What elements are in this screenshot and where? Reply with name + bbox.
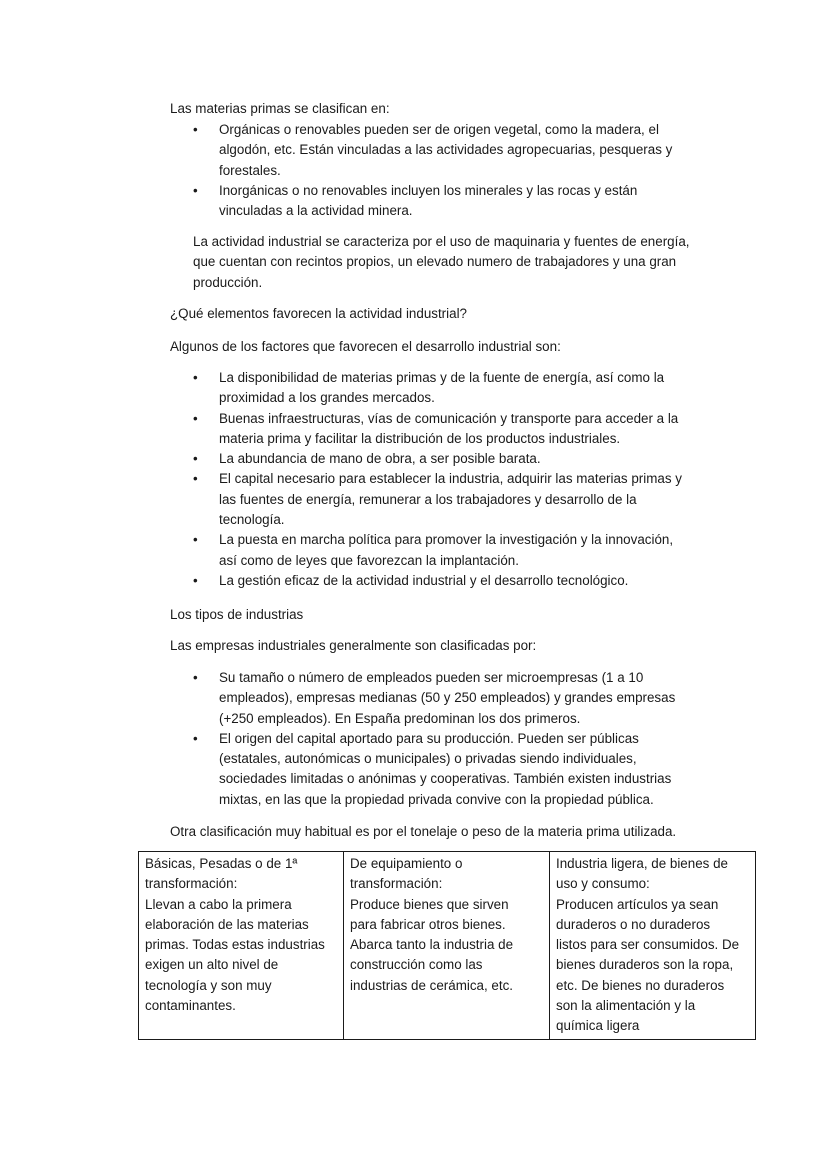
- bullet-icon: •: [193, 410, 198, 426]
- list-item: • El capital necesario para establecer la industria, adquirir las materias primas y las fuentes de energía, remunerar a los trabajadores y desarrollo de la tecnología.: [193, 471, 682, 528]
- industry-types-table: [138, 851, 756, 1040]
- bullet-icon: •: [193, 670, 198, 685]
- empresas-intro: Las empresas industriales generalmente son clasificadas por:: [170, 638, 537, 653]
- list-item: • La puesta en marcha política para promover la investigación y la innovación, así como de leyes que favorezcan la implantación.: [193, 532, 674, 568]
- bullet-icon: •: [193, 730, 198, 746]
- tipos-heading: Los tipos de industrias: [170, 607, 304, 622]
- empresas-list: [193, 668, 675, 810]
- bullet-icon: •: [193, 122, 198, 137]
- question-heading: ¿Qué elementos favorecen la actividad industrial?: [170, 306, 467, 321]
- list-item: • Su tamaño o número de empleados pueden ser microempresas (1 a 10 empleados), empresas medianas (50 y 250 empleados) y grandes empresas (+250 empleados). En España predominan los dos primeros.: [193, 670, 676, 726]
- bullet-icon: •: [193, 471, 198, 487]
- list-item: • La disponibilidad de materias primas y de la fuente de energía, así como la proximidad a los grandes mercados.: [193, 370, 665, 406]
- list-item: • El origen del capital aportado para su producción. Pueden ser públicas (estatales, autonómicas o municipales) o privadas siendo individuales, sociedades limitadas o anónimas y cooperativas. También existen industrias mixtas, en las que la propiedad privada convive con la propiedad pública.: [193, 730, 672, 807]
- list-item: • La gestión eficaz de la actividad industrial y el desarrollo tecnológico.: [193, 571, 682, 591]
- factores-intro: Algunos de los factores que favorecen el desarrollo industrial son:: [170, 339, 561, 354]
- intro-text: Las materias primas se clasifican en:: [170, 101, 390, 116]
- otra-clasificacion: Otra clasificación muy habitual es por el tonelaje o peso de la materia prima utilizada.: [170, 824, 677, 839]
- materias-list: [193, 120, 672, 221]
- bullet-icon: •: [193, 451, 198, 467]
- bullet-icon: •: [193, 532, 198, 548]
- bullet-icon: •: [193, 370, 198, 385]
- list-item: • Orgánicas o renovables pueden ser de origen vegetal, como la madera, el algodón, etc. Están vinculadas a las actividades agropecuarias, pesqueras y forestales.: [193, 122, 673, 178]
- list-item: • La abundancia de mano de obra, a ser posible barata.: [193, 449, 682, 469]
- list-item: • Inorgánicas o no renovables incluyen los minerales y las rocas y están vinculadas a la actividad minera.: [193, 182, 638, 219]
- table-cell-equipamiento: De equipamiento o transformación: Produce bienes que sirven para fabricar otros bienes. Abarca tanto la industria de construcción como las industrias de cerámica, etc.: [344, 852, 550, 1040]
- factores-list: [193, 368, 682, 591]
- list-item: • Buenas infraestructuras, vías de comunicación y transporte para acceder a la materia prima y facilitar la distribución de los productos industriales.: [193, 410, 679, 446]
- actividad-paragraph: La actividad industrial se caracteriza por el uso de maquinaria y fuentes de energía, que cuentan con recintos propios, un elevado numero de trabajadores y una gran producción.: [193, 234, 690, 290]
- bullet-icon: •: [193, 182, 198, 198]
- bullet-icon: •: [193, 572, 198, 588]
- table-row: [139, 852, 756, 1040]
- table-cell-ligera: Industria ligera, de bienes de uso y consumo: Producen artículos ya sean duraderos o no duraderos listos para ser consumidos. De bienes duraderos son la ropa, etc. De bienes no duraderos son la alimentación y la química ligera: [550, 852, 756, 1040]
- table-cell-basicas: Básicas, Pesadas o de 1ª transformación: Llevan a cabo la primera elaboración de las materias primas. Todas estas industrias exigen un alto nivel de tecnología y son muy contaminantes.: [139, 852, 344, 1040]
